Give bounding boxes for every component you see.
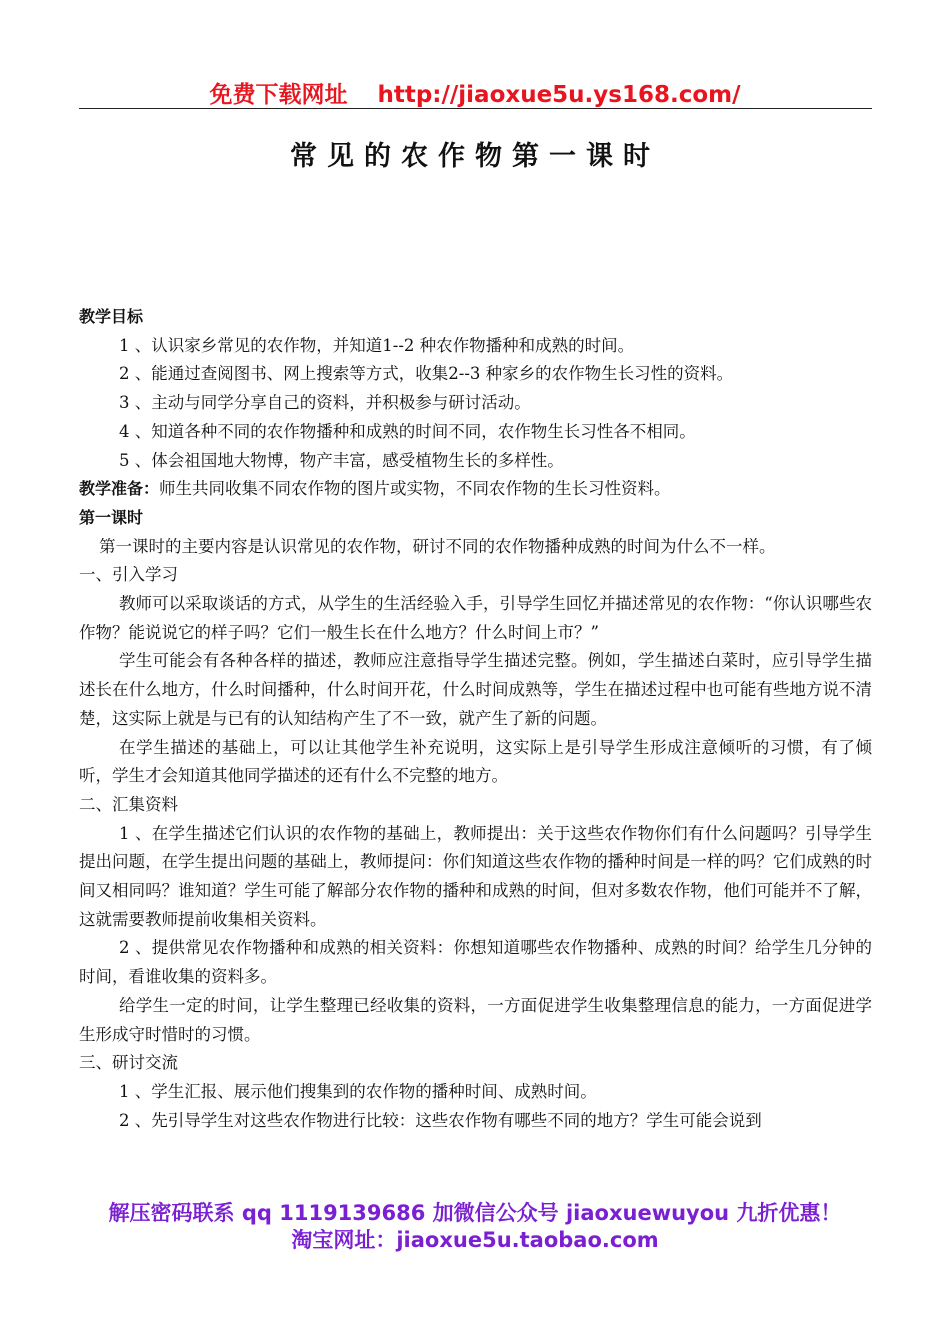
part1-paragraph: 学生可能会有各种各样的描述，教师应注意指导学生描述完整。例如，学生描述白菜时，应引导学生描述长在什么地方，什么时间播种，什么时间开花，什么时间成熟等，学生在描述过程中也可能有些地方说不清楚，这实际上就是与已有的认知结构产生了不一致，就产生了新的问题。 [79,651,872,728]
prep-heading: 教学准备： [79,479,160,499]
part1-paragraph: 教师可以采取谈话的方式，从学生的生活经验入手，引导学生回忆并描述常见的农作物：“你认识哪些农作物？能说说它的样子吗？它们一般生长在什么地方？什么时间上市？” [79,594,872,642]
download-label: 免费下载网址 [209,82,348,108]
part3-paragraph: 1 、学生汇报、展示他们搜集到的农作物的播种时间、成熟时间。 [119,1081,597,1101]
goal-item: 2 、能通过查阅图书、网上搜索等方式，收集2--3 种家乡的农作物生长习性的资料。 [119,364,734,384]
goal-item: 5 、体会祖国地大物博，物产丰富，感受植物生长的多样性。 [119,450,564,470]
document-title: 常见的农作物第一课时 [290,141,660,172]
header-divider [79,108,872,109]
goal-item: 3 、主动与同学分享自己的资料，并积极参与研讨活动。 [119,393,531,413]
goal-item: 1 、认识家乡常见的农作物，并知道1--2 种农作物播种和成熟的时间。 [119,335,635,355]
goal-item: 4 、知道各种不同的农作物播种和成熟的时间不同，农作物生长习性各不相同。 [119,421,696,441]
download-url-link[interactable]: http://jiaoxue5u.ys168.com/ [377,82,741,108]
footer-taobao-link[interactable]: 淘宝网址：jiaoxue5u.taobao.com [291,1228,659,1252]
part1-paragraph: 在学生描述的基础上，可以让其他学生补充说明，这实际上是引导学生形成注意倾听的习惯，有了倾听，学生才会知道其他同学描述的还有什么不完整的地方。 [79,737,872,786]
prep-line [79,475,872,504]
part2-paragraph: 1 、在学生描述它们认识的农作物的基础上，教师提出：关于这些农作物你们有什么问题吗？引导学生提出问题，在学生提出问题的基础上，教师提问：你们知道这些农作物的播种时间是一样的吗？它们成熟的时间又相同吗？谁知道？学生可能了解部分农作物的播种和成熟的时间，但对多数农作物，他们可能并不了解，这就需要教师提前收集相关资料。 [79,823,872,929]
part3-heading: 三、研讨交流 [79,1053,178,1073]
document-body [79,303,872,1135]
part1-heading: 一、引入学习 [79,565,178,585]
prep-text: 师生共同收集不同农作物的图片或实物，不同农作物的生长习性资料。 [159,479,671,499]
part2-heading: 二、汇集资料 [79,794,178,814]
part2-paragraph: 给学生一定的时间，让学生整理已经收集的资料，一方面促进学生收集整理信息的能力，一方面促进学生形成守时惜时的习惯。 [79,995,872,1044]
footer-contact: 解压密码联系 qq 1119139686 加微信公众号 jiaoxuewuyou 九折优惠！ [108,1201,842,1225]
part3-paragraph: 2 、先引导学生对这些农作物进行比较：这些农作物有哪些不同的地方？学生可能会说到 [119,1110,762,1130]
part2-paragraph: 2 、提供常见农作物播种和成熟的相关资料：你想知道哪些农作物播种、成熟的时间？给学生几分钟的时间，看谁收集的资料多。 [79,938,872,987]
lesson-heading: 第一课时 [79,507,144,527]
lesson-intro: 第一课时的主要内容是认识常见的农作物，研讨不同的农作物播种成熟的时间为什么不一样。 [99,536,776,556]
goals-heading: 教学目标 [79,307,144,326]
download-header [0,76,950,109]
